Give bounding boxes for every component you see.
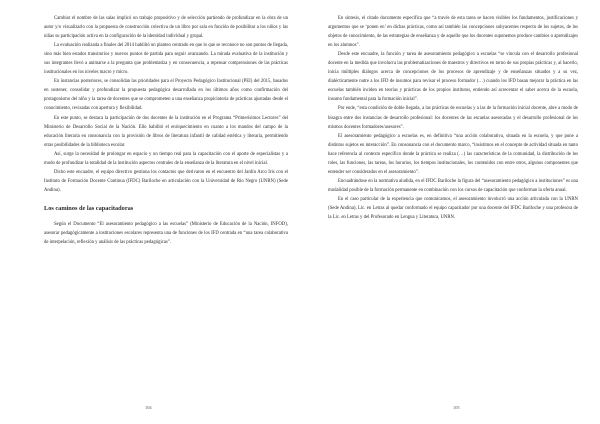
paragraph: Por ende, “esta condición de doble llegada, a las prácticas de escuelas y a las de la formación inicial docente, abre a modo de bisagra entre dos instancias de desarrollo profesional: los docentes de las escuelas asesoradas y el desarrollo profesional de los mismos docentes formadores/asesores”. <box>328 106 578 130</box>
paragraph: El asesoramiento pedagógico a escuelas es, en definitiva “una acción colaborativa, situada en la escuela, y que pone a distintos sujetos en interacción”. En consonancia con el documento marco, “insistimos en el concepto de actividad situada en tanto hace referencia al contexto específico donde la práctica se realiza (…) las características de la comunidad, la distribución de los roles, las funciones, las tareas, los horarios, los tiempos institucionales, los contenidos con entre otros, algunos componentes que entender ser considerados en el asesoramiento”. <box>328 133 578 175</box>
right-page-text <box>328 14 578 222</box>
paragraph: En instancias posteriores, se consolidan las prioridades para el Proyecto Pedagógico Institucional (PEI) del 2015, basados en sostener, consolidar y profundizar la propuesta pedagógica desarrollada en los últimos años como confirmación del protagonismo del niño y la tarea de docentes que se comprometen a una enseñanza propiciatoria de prácticas ajustadas desde el conocimiento, revisadas con apertura y flexibilidad. <box>44 79 288 112</box>
paragraph: Encuadrándose en la normativa aludida, en el IFDC Bariloche la figura del “asesoramiento pedagógico a instituciones” es una modalidad posible de la formación permanente en combinación con los cursos de capacitación que conforman la oferta anual. <box>328 178 578 193</box>
paragraph: Así, surge la necesidad de prolongar en espacio y un tiempo real para la capacitación con el aporte de especialistas y a modo de profundizar la totalidad de la institución aspectos centrales de la enseñanza de la literatura en el nivel inicial. <box>44 151 288 166</box>
section-heading: Los caminos de las capacitadoras <box>44 204 134 212</box>
page-number: 105 <box>453 405 460 410</box>
page-number: 104 <box>145 405 152 410</box>
right-page <box>300 0 600 424</box>
paragraph: En este punto, se destaca la participación de dos docentes de la institución en el Programa “Primerísimos Lectores” del Ministerio de Desarrollo Social de la Nación. Ello habilitó el enriquecimiento en cuanto a los mandos del campo de la educación literaria en consonancia con la provisión de libros de literatura infantil de calidad estética y literaria, permitiendo otras posibilidades de la biblioteca escolar. <box>44 115 288 148</box>
paragraph: Según el Documento “El asesoramiento pedagógico a las escuelas” (Ministerio de Educación de la Nación, INFOD), asesorar pedagógicamente a instituciones escolares representa una de funciones de los IFD centrada en “una tarea colaborativa de interpelación, reflexión y análisis de las prácticas pedagógicas”. <box>44 221 288 246</box>
paragraph: Desde este encuadre, la función y tarea de asesoramiento pedagógico a escuelas “se vincula con el desarrollo profesional docente en la medida que involucra las problematizaciones de maestros y directivos en torno de sus propias prácticas y, al hacerlo, inicia múltiples diálogos acerca de concepciones de los procesos de aprendizaje y de enseñanzas situados y a su vez, dialécticamente nutre a los IFD de insumos para revisar el proceso formador (…) cuando los IFD basan mejorar la práctica en las escuelas también inciden en teorías y prácticas de los propios institutos, entiendo así acrecentar el saber acerca de la escuela, insumo fundamental para la formación inicial”. <box>328 52 578 103</box>
left-page-text <box>44 14 288 247</box>
paragraph: Dicho este encuadre, el equipo directivo gestiona los contactos que derivaron en el encuentro del Jardín Arco Iris con el Instituto de Formación Docente Continua (IFDC) Bariloche en articulación con la Universidad de Río Negro (UNRN) (Sede Andina). <box>44 169 288 193</box>
paragraph: En el caso particular de la experiencia que comunicamos, el asesoramiento involucró una acción articulada con la UNRN (Sede Andina), Lic. en Letras al quedar conformado el equipo capacitador por una docente del IFDC Bariloche y una profesora de la Lic. en Letras y del Profesorado en Lengua y Literatura, UNRN. <box>328 196 578 221</box>
paragraph: Cambiar el nombre de las salas implicó un trabajo propositivo y de selección partiendo de profundizar en la obra de un autor y/o visualizarlo con la propuesta de construcción colectiva de un libro por sala en función de posibilitar a los niños y las niñas su participación activa en la configuración de la identidad individual y grupal. <box>44 16 288 40</box>
paragraph: La evaluación realizada a finales del 2014 habilitó un planteo centrado en que lo que se reconoce no son puntos de llegada, sino más bien estados transitorios y nuevos puntos de partida para seguir avanzando. La mirada evaluativa de la institución y sus integrantes llevó a animarse a la pregunta que problematiza y en consecuencia, a repensar comprensiones de las prácticas institucionales en los niveles macro y micro. <box>44 43 288 76</box>
paragraph: En síntesis, el citado documento especifica que “a través de esta tarea se hacen visibles los fundamentos, justificaciones y argumentos que se ‘ponen en’ en dichas prácticas, como así también las concepciones subyacentes respecto de los sujetos, de los objetos de conocimiento, de las estrategias de enseñanza y de aquello que los docentes suponemos produce cambios o aprendizajes en los alumnos”. <box>328 16 578 49</box>
